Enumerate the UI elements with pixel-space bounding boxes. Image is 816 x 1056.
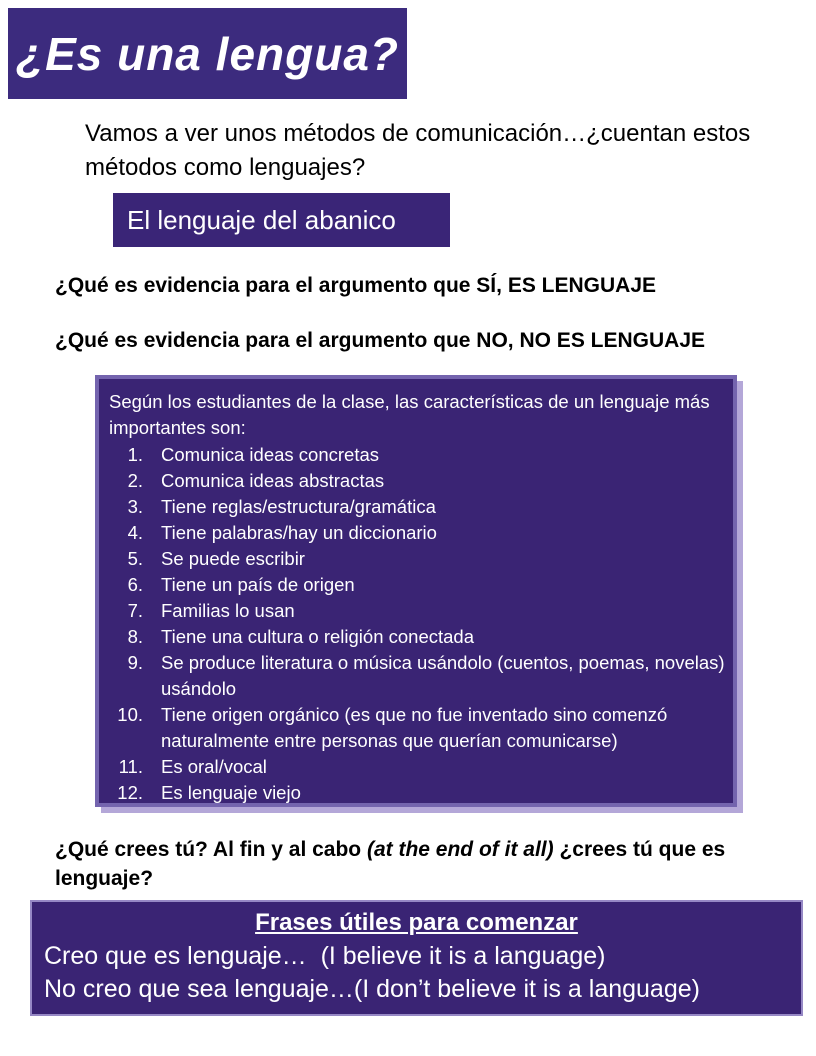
list-item-text: Se puede escribir [161,548,305,569]
characteristics-intro: Según los estudiantes de la clase, las características de un lenguaje más importantes son: [109,391,710,438]
reflection-question [55,835,800,893]
reflection-part2: ¿crees tú que es lenguaje? [55,838,726,890]
reflection-english-gloss: (at the end of it all) [366,838,554,861]
phrases-heading [44,909,789,937]
list-item-text: Se produce literatura o música usándolo (cuentos, poemas, novelas) usándolo [161,652,725,699]
list-item [109,754,727,780]
list-item [109,650,727,702]
list-item-number: 9. [127,652,143,673]
list-item-number: 1. [127,444,143,465]
characteristics-box [95,375,737,807]
list-item [109,780,727,806]
reflection-part1: ¿Qué crees tú? Al fin y al cabo [55,838,367,861]
list-item [109,468,727,494]
phrases-box [30,900,803,1016]
list-item-text: Comunica ideas concretas [161,444,379,465]
list-item-text: Tiene reglas/estructura/gramática [161,496,436,517]
phrases-heading-text: Frases útiles para comenzar [255,909,578,936]
list-item-number: 4. [127,522,143,543]
list-item-number: 12. [117,782,143,803]
list-item-text: Tiene un país de origen [161,574,355,595]
title-banner [8,8,407,99]
list-item [109,572,727,598]
question-yes-evidence: ¿Qué es evidencia para el argumento que SÍ, ES LENGUAJE [55,274,657,297]
list-item-text: Comunica ideas abstractas [161,470,385,491]
list-item-number: 5. [127,548,143,569]
page-title: ¿Es una lengua? [15,27,400,80]
phrase-line: No creo que sea lenguaje…(I don’t believe it is a language) [44,975,700,1003]
list-item-number: 2. [127,470,143,491]
list-item-text: Es lenguaje viejo [161,782,301,803]
list-item [109,442,727,468]
list-item-text: Tiene una cultura o religión conectada [161,626,474,647]
list-item-text: Familias lo usan [161,600,295,621]
list-item-number: 6. [127,574,143,595]
list-item [109,546,727,572]
list-item [109,702,727,754]
list-item-number: 10. [117,704,143,725]
list-item [109,520,727,546]
intro-paragraph: Vamos a ver unos métodos de comunicación…¿cuentan estos métodos como lenguajes? [85,120,751,181]
list-item-number: 7. [127,600,143,621]
list-item [109,598,727,624]
characteristics-list [109,442,727,806]
list-item-number: 3. [127,496,143,517]
question-no-evidence: ¿Qué es evidencia para el argumento que NO, NO ES LENGUAJE [55,329,706,352]
topic-box [113,193,450,247]
list-item-number: 11. [118,756,143,777]
list-item-text: Es oral/vocal [161,756,267,777]
list-item-number: 8. [127,626,143,647]
list-item-text: Tiene palabras/hay un diccionario [161,522,437,543]
list-item [109,624,727,650]
topic-label: El lenguaje del abanico [127,204,396,235]
phrase-line: Creo que es lenguaje… (I believe it is a language) [44,942,606,970]
list-item-text: Tiene origen orgánico (es que no fue inventado sino comenzó naturalmente entre personas que querían comunicarse) [161,704,668,751]
list-item [109,494,727,520]
